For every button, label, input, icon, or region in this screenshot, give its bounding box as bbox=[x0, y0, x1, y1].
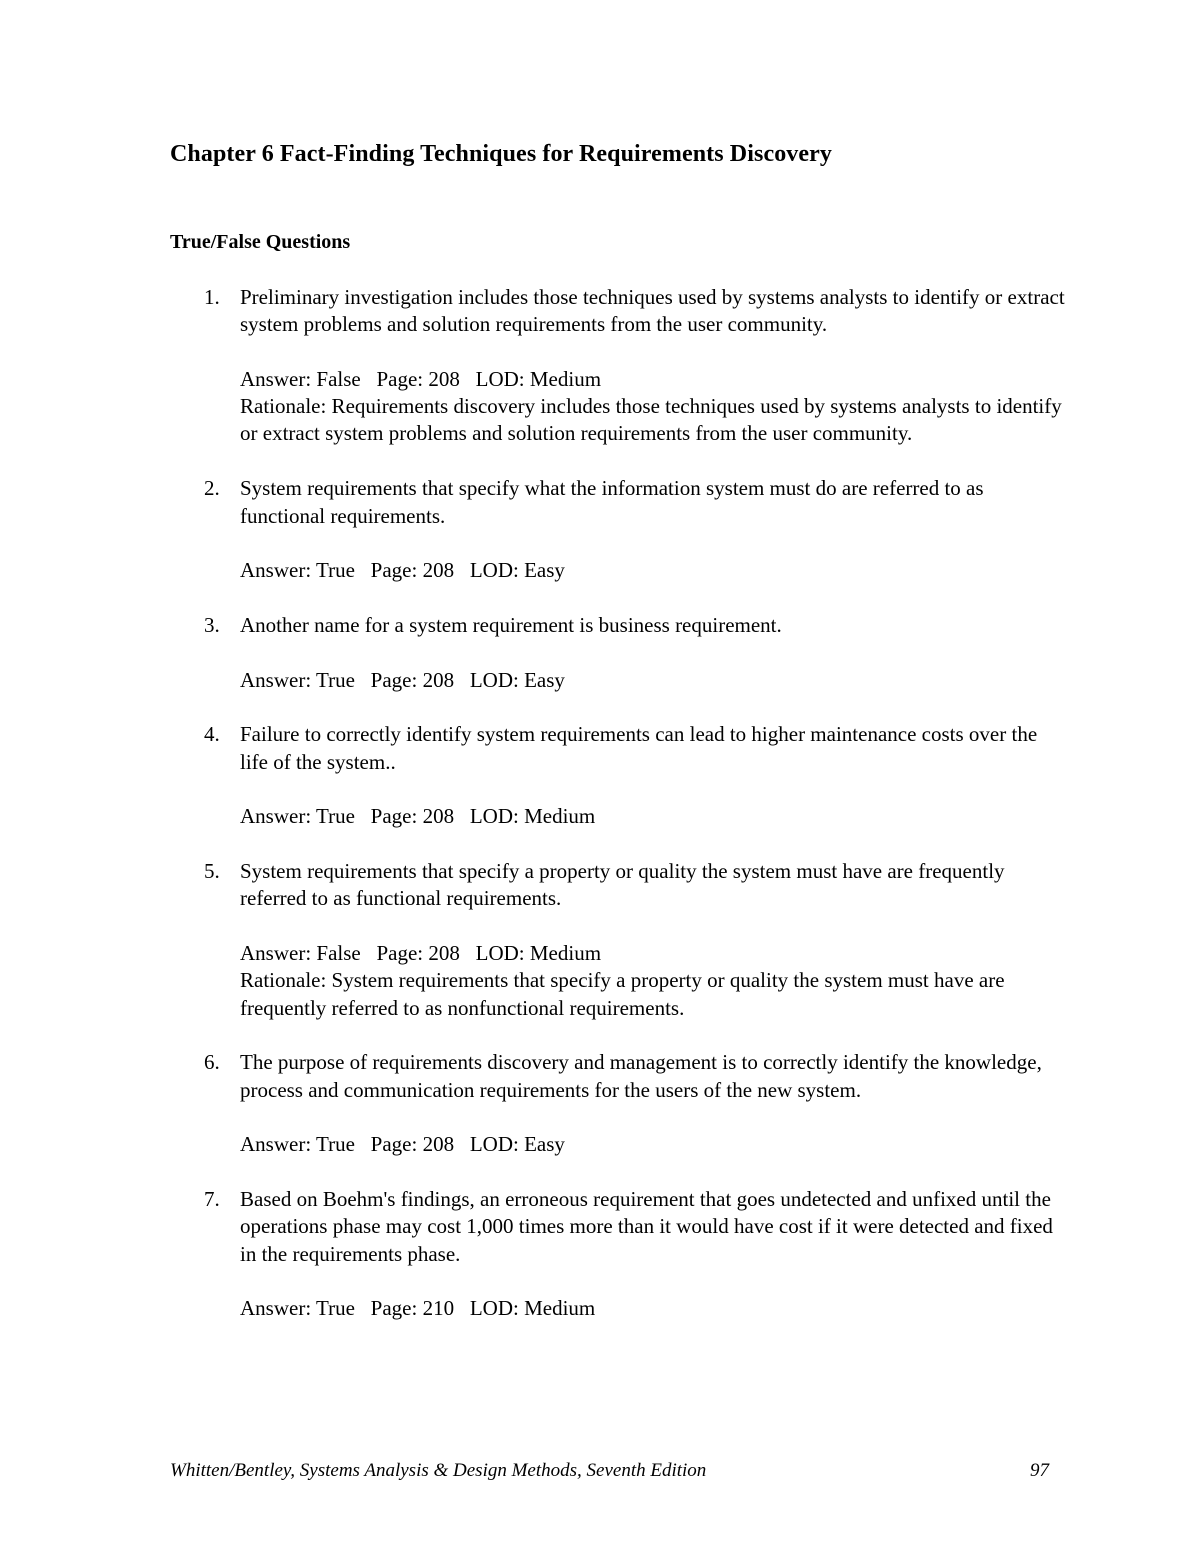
question-body bbox=[240, 475, 1070, 584]
question-item bbox=[0, 284, 1200, 448]
question-number: 2. bbox=[204, 476, 220, 501]
answer-block bbox=[240, 1131, 1070, 1158]
question-item bbox=[0, 858, 1200, 1022]
question-item bbox=[0, 721, 1200, 830]
question-item bbox=[0, 475, 1200, 584]
question-text: System requirements that specify a property or quality the system must have are frequently referred to as functional requirements. bbox=[240, 859, 1005, 911]
question-number: 7. bbox=[204, 1187, 220, 1212]
question-body bbox=[240, 612, 1070, 694]
question-text: The purpose of requirements discovery and management is to correctly identify the knowledge, process and communication requirements for the users of the new system. bbox=[240, 1050, 1042, 1102]
answer-block bbox=[240, 557, 1070, 584]
answer-line: Answer: True Page: 208 LOD: Easy bbox=[240, 558, 565, 583]
question-text: Failure to correctly identify system requirements can lead to higher maintenance costs over the life of the system.. bbox=[240, 722, 1038, 774]
question-body bbox=[240, 721, 1070, 830]
question-list bbox=[0, 284, 1200, 1350]
question-number: 3. bbox=[204, 612, 220, 637]
answer-block bbox=[240, 1295, 1070, 1322]
question-item bbox=[0, 1186, 1200, 1322]
answer-block bbox=[240, 940, 1070, 1022]
footer-source: Whitten/Bentley, Systems Analysis & Design Methods, Seventh Edition bbox=[170, 1460, 707, 1481]
question-body bbox=[240, 1049, 1070, 1158]
question-item bbox=[0, 612, 1200, 694]
rationale-text: Rationale: System requirements that specify a property or quality the system must have are frequently referred to as nonfunctional requirements. bbox=[240, 968, 1005, 1020]
question-body bbox=[240, 858, 1070, 1022]
question-number: 6. bbox=[204, 1050, 220, 1075]
section-title: True/False Questions bbox=[170, 231, 351, 253]
question-text: System requirements that specify what the information system must do are referred to as functional requirements. bbox=[240, 476, 984, 528]
answer-block bbox=[240, 667, 1070, 694]
question-item bbox=[0, 1049, 1200, 1158]
answer-line: Answer: True Page: 208 LOD: Easy bbox=[240, 1132, 565, 1157]
question-number: 4. bbox=[204, 722, 220, 747]
answer-line: Answer: True Page: 208 LOD: Easy bbox=[240, 667, 565, 692]
answer-line: Answer: True Page: 208 LOD: Medium bbox=[240, 804, 596, 829]
answer-line: Answer: False Page: 208 LOD: Medium bbox=[240, 366, 602, 391]
footer-page-number: 97 bbox=[1030, 1460, 1049, 1481]
question-text: Another name for a system requirement is business requirement. bbox=[240, 612, 782, 637]
answer-line: Answer: False Page: 208 LOD: Medium bbox=[240, 940, 602, 965]
answer-block bbox=[240, 366, 1070, 448]
answer-line: Answer: True Page: 210 LOD: Medium bbox=[240, 1296, 596, 1321]
question-body bbox=[240, 1186, 1070, 1322]
question-text: Preliminary investigation includes those techniques used by systems analysts to identify or extract system problems and solution requirements from the user community. bbox=[240, 285, 1065, 337]
question-number: 5. bbox=[204, 859, 220, 884]
chapter-title: Chapter 6 Fact-Finding Techniques for Requirements Discovery bbox=[170, 141, 833, 167]
question-number: 1. bbox=[204, 285, 220, 309]
rationale-text: Rationale: Requirements discovery includes those techniques used by systems analysts to identify or extract system problems and solution requirements from the user community. bbox=[240, 394, 1062, 446]
question-text: Based on Boehm's findings, an erroneous requirement that goes undetected and unfixed until the operations phase may cost 1,000 times more than it would have cost if it were detected and fixed in the requirements phase. bbox=[240, 1187, 1053, 1266]
question-body bbox=[240, 284, 1070, 448]
answer-block bbox=[240, 803, 1070, 830]
